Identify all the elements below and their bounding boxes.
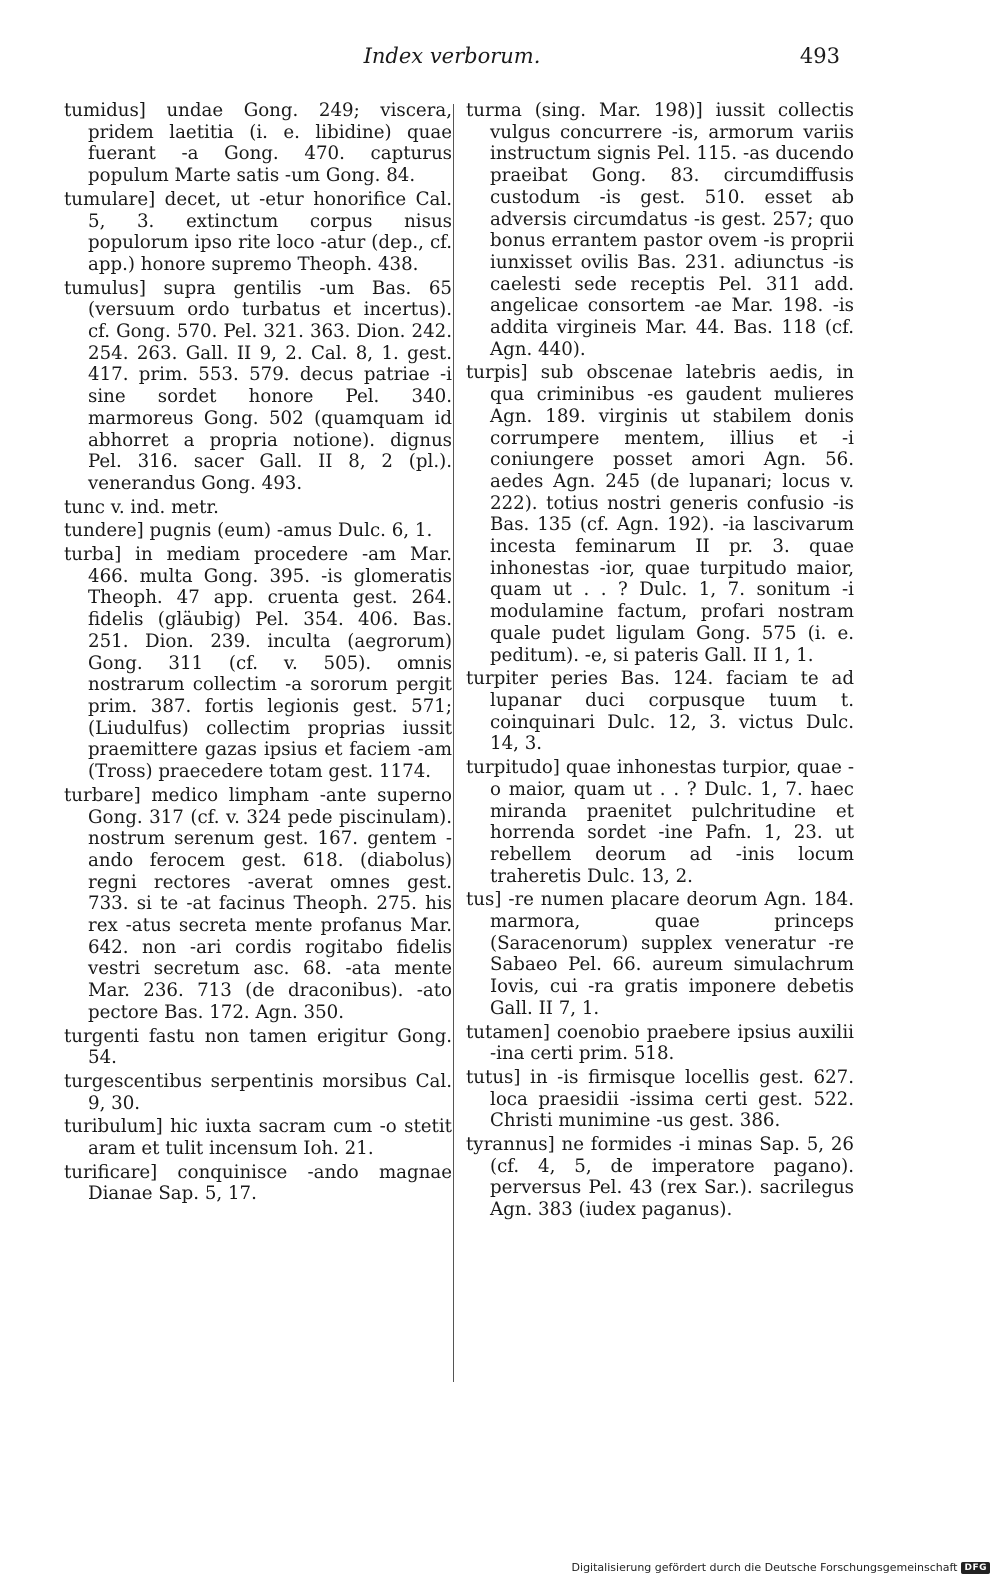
index-entry: turpitudo] quae inhonestas turpior, quae -o maior, quam ut . . ? Dulc. 1, 7. haec miranda praenitet pulchritudine et horrenda sordet -ine Pafn. 1, 23. ut rebellem deorum ad -inis locum traheretis Dulc. 13, 2.: [466, 757, 854, 887]
index-entry: tunc v. ind. metr.: [64, 496, 219, 518]
index-entry: tyrannus] ne formides -i minas Sap. 5, 26 (cf. 4, 5, de imperatore pagano). perversus Pel. 43 (rex Sar.). sacrilegus Agn. 383 (iudex paganus).: [466, 1134, 854, 1221]
index-entry: turgescentibus serpentinis morsibus Cal. 9, 30.: [64, 1070, 452, 1114]
index-entry: tutamen] coenobio praebere ipsius auxilii -ina certi prim. 518.: [466, 1021, 854, 1065]
funding-note: Digitalisierung gefördert durch die Deutsche Forschungsgemeinschaft: [571, 1561, 958, 1574]
index-entry: turma (sing. Mar. 198)] iussit collectis vulgus concurrere -is, armorum variis instructum signis Pel. 115. -as ducendo praeibat Gong. 83. circumdiffusis custodum -is gest. 510. esset ab adversis circumdatus -is gest. 257; quo bonus errantem pastor ovem -is proprii iunxisset ovilis Bas. 231. adiunctus -is caelesti sede receptis Pel. 311 add. angelicae consortem -ae Mar. 198. -is addita virgineis Mar. 44. Bas. 118 (cf. Agn. 440).: [466, 100, 854, 360]
dfg-logo-icon: DFG: [961, 1562, 990, 1574]
index-entry: tumulare] decet, ut -etur honorifice Cal. 5, 3. extinctum corpus nisus populorum ipso rite loco -atur (dep., cf. app.) honore supremo Theoph. 438.: [64, 188, 452, 275]
left-column: [64, 100, 452, 1207]
column-divider: [453, 104, 454, 1382]
running-title: Index verborum.: [363, 44, 541, 68]
index-entry: turpiter peries Bas. 124. faciam te ad lupanar duci corpusque tuum t. coinquinari Dulc. 12, 3. victus Dulc. 14, 3.: [466, 668, 854, 755]
index-entry: tus] -re numen placare deorum Agn. 184. marmora, quae princeps (Saracenorum) supplex veneratur -re Sabaeo Pel. 66. aureum simulachrum Iovis, cui -ra gratis imponere debetis Gall. II 7, 1.: [466, 889, 854, 1019]
right-column: [466, 100, 854, 1223]
index-entry: turba] in mediam procedere -am Mar. 466. multa Gong. 395. -is glomeratis Theoph. 47 app. cruenta gest. 264. fidelis (gläubig) Pel. 354. 406. Bas. 251. Dion. 239. inculta (aegrorum) Gong. 311 (cf. v. 505). omnis nostrarum collectim -a sororum pergit prim. 387. fortis legionis gest. 571; (Liudulfus) collectim proprias iussit praemittere gazas ipsius et faciem -am (Tross) praecedere totam gest. 1174.: [64, 544, 452, 783]
index-entry: turpis] sub obscenae latebris aedis, in qua criminibus -es gaudent mulieres Agn. 189. virginis ut stabilem donis corrumpere mentem, illius et -i coniungere posset amori Agn. 56. aedes Agn. 245 (de lupanari; locus v. 222). totius nostri generis confusio -is Bas. 135 (cf. Agn. 192). -ia lascivarum incesta feminarum II pr. 3. quae inhonestas -ior, quae turpitudo maior, quam ut . . ? Dulc. 1, 7. sonitum -i modulamine factum, profari nostram quale pudet ligulam Gong. 575 (i. e. peditum). -e, si pateris Gall. II 1, 1.: [466, 362, 854, 666]
page-number: 493: [799, 44, 840, 68]
index-entry: turibulum] hic iuxta sacram cum -o stetit aram et tulit incensum Ioh. 21.: [64, 1116, 452, 1160]
index-entry: tumulus] supra gentilis -um Bas. 65 (versuum ordo turbatus et incertus). cf. Gong. 570. Pel. 321. 363. Dion. 242. 254. 263. Gall. II 9, 2. Cal. 8, 1. gest. 417. prim. 553. 579. decus patriae -i sine sordet honore Pel. 340. marmoreus Gong. 502 (quamquam id abhorret a propria notione). dignus Pel. 316. sacer Gall. II 8, 2 (pl.). venerandus Gong. 493.: [64, 277, 452, 494]
index-entry: turgenti fastu non tamen erigitur Gong. 54.: [64, 1025, 452, 1069]
index-entry: tumidus] undae Gong. 249; viscera, pridem laetitia (i. e. libidine) quae fuerant -a Gong. 470. capturus populum Marte satis -um Gong. 84.: [64, 100, 452, 187]
page-header: [64, 44, 840, 76]
index-entry: tutus] in -is firmisque locellis gest. 627. loca praesidii -issima certi gest. 522. Christi munimine -us gest. 386.: [466, 1066, 854, 1132]
index-entry: turbare] medico limpham -ante superno Gong. 317 (cf. v. 324 pede piscinulam). nostrum serenum gest. 167. gentem -ando ferocem gest. 618. (diabolus) regni rectores -averat omnes gest. 733. si te -at facinus Theoph. 275. his rex -atus secreta mente profanus Mar. 642. non -ari cordis rogitabo fidelis vestri secretum asc. 68. -ata mente Mar. 236. 713 (de draconibus). -ato pectore Bas. 172. Agn. 350.: [64, 784, 452, 1023]
index-entry: tundere] pugnis (eum) -amus Dulc. 6, 1.: [64, 520, 433, 542]
footer: [572, 1561, 990, 1574]
index-entry: turificare] conquinisce -ando magnae Dianae Sap. 5, 17.: [64, 1161, 452, 1205]
